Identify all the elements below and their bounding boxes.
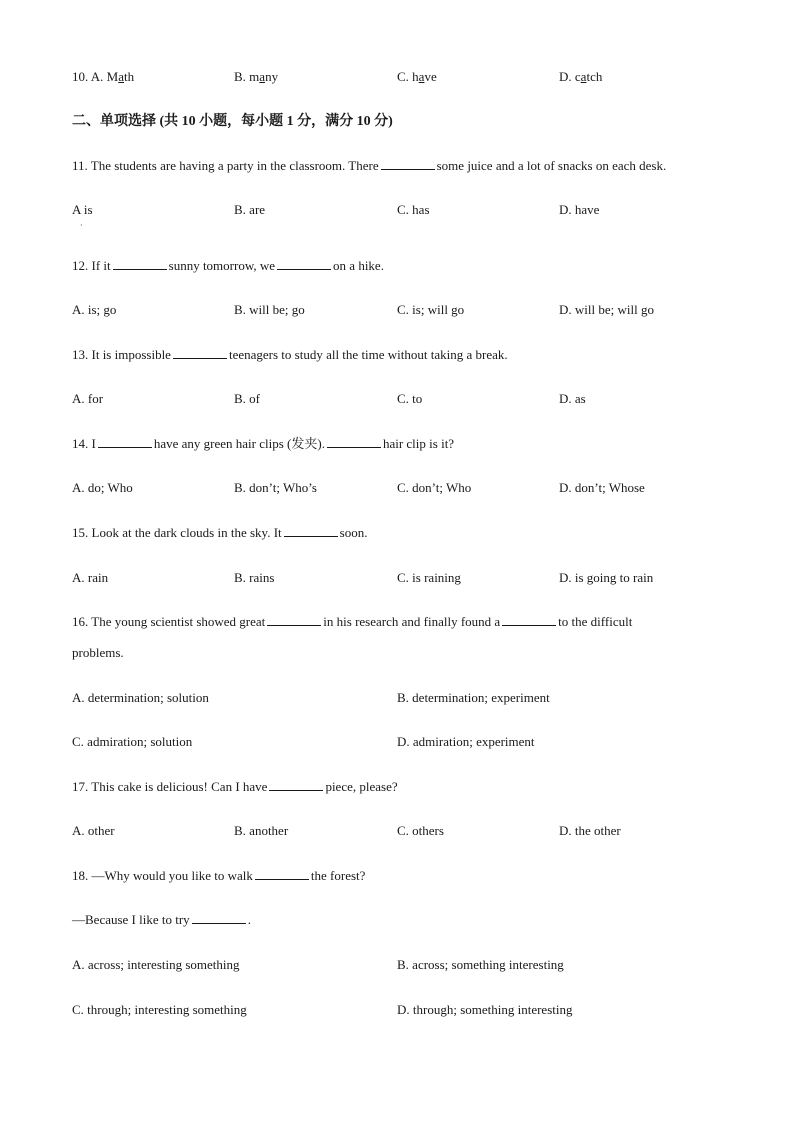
q13-option-b[interactable]: B. of bbox=[234, 391, 260, 406]
q11-text-1: 11. The students are having a party in the classroom. There bbox=[72, 158, 379, 173]
stray-dot: · bbox=[80, 221, 83, 230]
q12-option-d[interactable]: D. will be; will go bbox=[559, 302, 654, 317]
q12-text-3: on a hike. bbox=[333, 258, 384, 273]
q11-option-a[interactable]: A is bbox=[72, 202, 93, 217]
q14-text-1: 14. I bbox=[72, 436, 96, 451]
q15-stem bbox=[72, 524, 367, 542]
q11-stem bbox=[72, 157, 666, 175]
q14-option-c[interactable]: C. don’t; Who bbox=[397, 480, 472, 495]
q12-option-a[interactable]: A. is; go bbox=[72, 302, 117, 317]
q14-option-b[interactable]: B. don’t; Who’s bbox=[234, 480, 317, 495]
q16-text-1: 16. The young scientist showed great bbox=[72, 614, 266, 629]
q16-option-a[interactable]: A. determination; solution bbox=[72, 690, 209, 705]
q12-option-c[interactable]: C. is; will go bbox=[397, 302, 465, 317]
q16-blank-2 bbox=[502, 613, 556, 626]
q13-text-2: teenagers to study all the time without taking a break. bbox=[228, 347, 508, 362]
q14-text-2: have any green hair clips (发夹). bbox=[153, 436, 325, 451]
q14-blank-2 bbox=[327, 435, 381, 448]
q10-d-pre: D. c bbox=[559, 69, 581, 84]
q18-option-a[interactable]: A. across; interesting something bbox=[72, 957, 240, 972]
q15-option-b[interactable]: B. rains bbox=[234, 570, 275, 585]
q11-option-d[interactable]: D. have bbox=[559, 202, 600, 217]
q18-text-4: . bbox=[247, 912, 251, 927]
q13-option-d[interactable]: D. as bbox=[559, 391, 586, 406]
q16-text-3: to the difficult bbox=[558, 614, 633, 629]
q14-option-d[interactable]: D. don’t; Whose bbox=[559, 480, 645, 495]
q10-option-c[interactable] bbox=[397, 68, 437, 86]
q10-option-d[interactable] bbox=[559, 68, 602, 86]
q18-stem-line2 bbox=[72, 911, 251, 929]
q14-option-a[interactable]: A. do; Who bbox=[72, 480, 133, 495]
q17-stem bbox=[72, 778, 398, 796]
q15-text-1: 15. Look at the dark clouds in the sky. It bbox=[72, 525, 282, 540]
q15-text-2: soon. bbox=[339, 525, 368, 540]
q18-text-2: the forest? bbox=[310, 868, 366, 883]
q16-option-b[interactable]: B. determination; experiment bbox=[397, 690, 550, 705]
q10-d-mark: a bbox=[580, 69, 587, 84]
q17-text-2: piece, please? bbox=[325, 779, 398, 794]
q18-blank-1 bbox=[255, 867, 309, 880]
q16-option-d[interactable]: D. admiration; experiment bbox=[397, 734, 535, 749]
q17-blank bbox=[269, 778, 323, 791]
q13-option-c[interactable]: C. to bbox=[397, 391, 423, 406]
q10-a-pre: A. M bbox=[90, 69, 119, 84]
q11-blank bbox=[381, 157, 435, 170]
q12-text-1: 12. If it bbox=[72, 258, 111, 273]
q17-option-b[interactable]: B. another bbox=[234, 823, 289, 838]
q17-option-c[interactable]: C. others bbox=[397, 823, 444, 838]
q18-text-1: 18. —Why would you like to walk bbox=[72, 868, 253, 883]
q16-stem-line2: problems. bbox=[72, 645, 124, 660]
q15-option-d[interactable]: D. is going to rain bbox=[559, 570, 654, 585]
q12-text-2: sunny tomorrow, we bbox=[168, 258, 276, 273]
q17-option-a[interactable]: A. other bbox=[72, 823, 115, 838]
q10-b-mark: a bbox=[259, 69, 266, 84]
q10-c-mark: a bbox=[418, 69, 425, 84]
q14-text-3: hair clip is it? bbox=[382, 436, 455, 451]
q14-blank-1 bbox=[98, 435, 152, 448]
q18-blank-2 bbox=[192, 911, 246, 924]
section-title: 二、单项选择 (共 10 小题，每小题 1 分，满分 10 分) bbox=[72, 114, 393, 129]
q15-option-c[interactable]: C. is raining bbox=[397, 570, 461, 585]
q10-b-pre: B. m bbox=[234, 69, 260, 84]
q13-option-a[interactable]: A. for bbox=[72, 391, 104, 406]
q16-text-2: in his research and finally found a bbox=[323, 614, 501, 629]
q10-c-pre: C. h bbox=[397, 69, 419, 84]
q10-a-mark: a bbox=[118, 69, 125, 84]
q10-option-b[interactable] bbox=[234, 68, 278, 86]
q13-text-1: 13. It is impossible bbox=[72, 347, 171, 362]
q18-option-b[interactable]: B. across; something interesting bbox=[397, 957, 564, 972]
q16-stem bbox=[72, 613, 632, 631]
q10-option-a[interactable] bbox=[72, 68, 134, 86]
q11-option-b[interactable]: B. are bbox=[234, 202, 266, 217]
q13-blank bbox=[173, 346, 227, 359]
q18-stem bbox=[72, 867, 365, 885]
q10-c-post: ve bbox=[424, 69, 437, 84]
q12-blank-2 bbox=[277, 257, 331, 270]
q10-b-post: ny bbox=[265, 69, 279, 84]
q18-text-3: —Because I like to try bbox=[72, 912, 190, 927]
q17-option-d[interactable]: D. the other bbox=[559, 823, 621, 838]
q16-blank-1 bbox=[267, 613, 321, 626]
q15-option-a[interactable]: A. rain bbox=[72, 570, 109, 585]
q13-stem bbox=[72, 346, 508, 364]
q11-text-2: some juice and a lot of snacks on each desk. bbox=[436, 158, 667, 173]
q16-option-c[interactable]: C. admiration; solution bbox=[72, 734, 193, 749]
q12-blank-1 bbox=[113, 257, 167, 270]
q18-option-d[interactable]: D. through; something interesting bbox=[397, 1002, 573, 1017]
q12-option-b[interactable]: B. will be; go bbox=[234, 302, 305, 317]
q15-blank bbox=[284, 524, 338, 537]
q12-stem bbox=[72, 257, 384, 275]
q10-d-post: tch bbox=[586, 69, 603, 84]
q18-option-c[interactable]: C. through; interesting something bbox=[72, 1002, 247, 1017]
q10-a-post: th bbox=[124, 69, 135, 84]
q11-option-c[interactable]: C. has bbox=[397, 202, 430, 217]
q10-number: 10. bbox=[72, 69, 89, 84]
q17-text-1: 17. This cake is delicious! Can I have bbox=[72, 779, 268, 794]
q14-stem bbox=[72, 435, 454, 453]
